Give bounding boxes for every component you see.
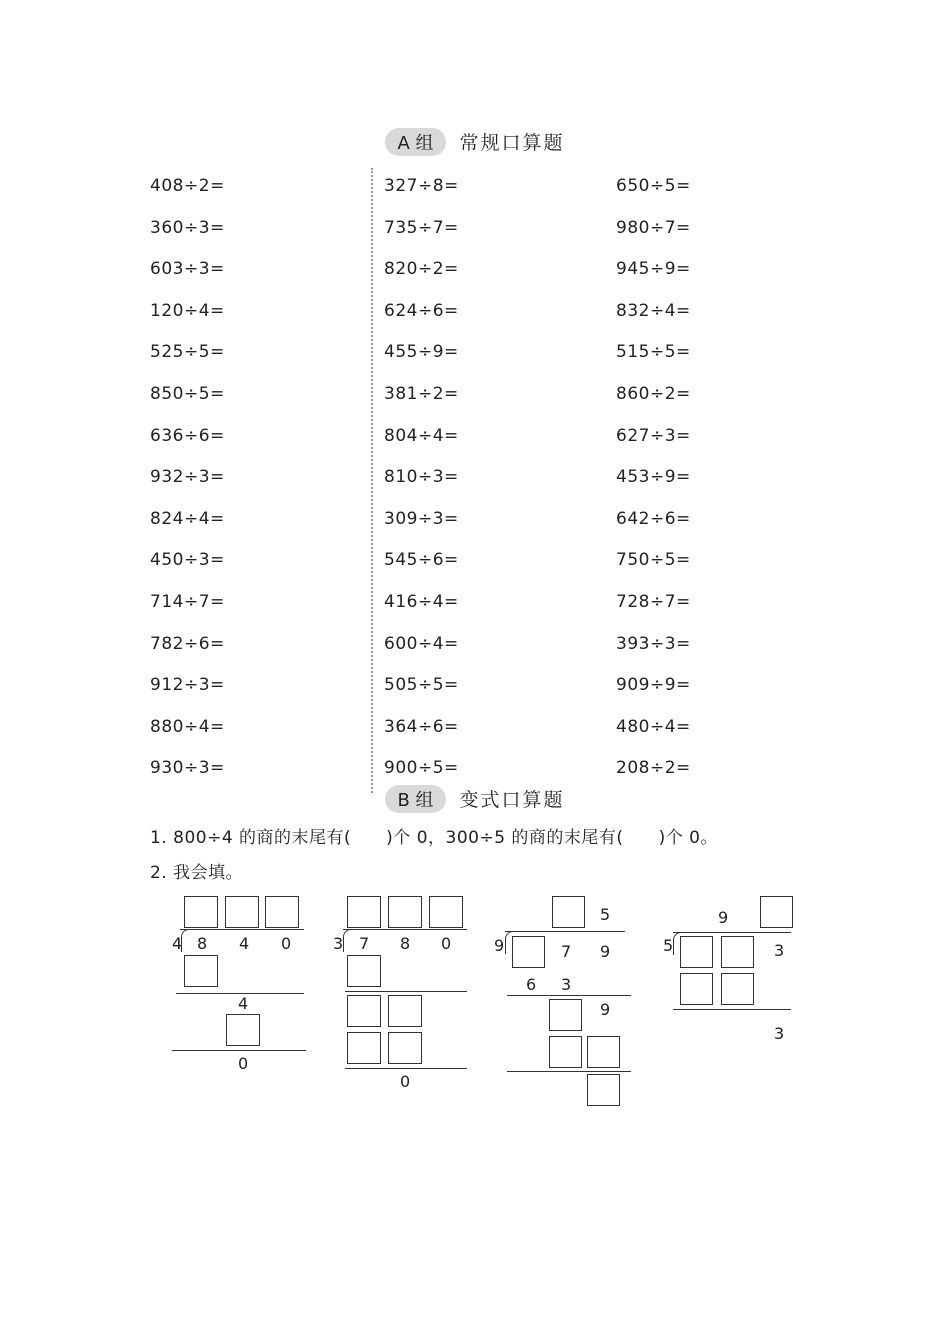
dividend-digit: 9 [600, 942, 611, 961]
problem-item: 810÷3= [384, 467, 459, 488]
dividend-digit: 3 [774, 941, 785, 960]
remainder-digit: 9 [600, 1000, 611, 1019]
answer-box[interactable] [587, 1074, 620, 1106]
problem-item: 750÷5= [616, 550, 691, 571]
problem-item: 455÷9= [384, 342, 459, 363]
answer-box[interactable] [265, 896, 299, 928]
division-bar [343, 929, 467, 930]
problem-item: 909÷9= [616, 675, 691, 696]
subtraction-line [345, 991, 467, 992]
problem-item: 327÷8= [384, 176, 459, 196]
problem-item: 860÷2= [616, 384, 691, 404]
answer-box[interactable] [552, 896, 585, 928]
dividend-digit: 7 [561, 942, 572, 961]
problem-item: 624÷6= [384, 300, 459, 321]
answer-box[interactable] [721, 973, 754, 1005]
column-divider [371, 168, 373, 793]
quotient-digit: 9 [718, 908, 729, 927]
problem-item: 880÷4= [150, 716, 225, 737]
division-bar [180, 929, 304, 930]
divisor: 4 [172, 934, 183, 953]
problem-item: 714÷7= [150, 592, 225, 612]
problem-item: 360÷3= [150, 217, 225, 238]
problem-item: 545÷6= [384, 550, 459, 571]
answer-box[interactable] [347, 1032, 381, 1064]
problem-item: 932÷3= [150, 467, 225, 488]
answer-box[interactable] [184, 896, 218, 928]
problem-item: 505÷5= [384, 675, 459, 696]
subtraction-line [507, 995, 631, 996]
dividend-digit: 4 [239, 934, 250, 953]
problem-item: 980÷7= [616, 217, 691, 238]
problem-item: 930÷3= [150, 758, 225, 779]
problem-item: 804÷4= [384, 425, 459, 446]
answer-box[interactable] [680, 936, 713, 968]
section-a-badge: A 组 [385, 128, 445, 156]
problem-item: 515÷5= [616, 342, 691, 363]
problem-item: 600÷4= [384, 633, 459, 654]
problem-item: 728÷7= [616, 592, 691, 612]
problem-item: 120÷4= [150, 300, 225, 321]
dividend-digit: 0 [441, 934, 452, 953]
problem-item: 850÷5= [150, 384, 225, 404]
problem-item: 408÷2= [150, 176, 225, 196]
subtrahend-digit: 3 [561, 975, 572, 994]
dividend-digit: 8 [197, 934, 208, 953]
remainder-digit: 3 [774, 1024, 785, 1043]
problem-item: 820÷2= [384, 259, 459, 280]
problem-item: 603÷3= [150, 259, 225, 280]
remainder-digit: 0 [400, 1072, 411, 1091]
dividend-digit: 8 [400, 934, 411, 953]
division-bracket [181, 929, 190, 952]
subtraction-line [507, 1071, 631, 1072]
problem-item: 735÷7= [384, 217, 459, 238]
problem-item: 416÷4= [384, 592, 459, 612]
problem-item: 309÷3= [384, 508, 459, 529]
answer-box[interactable] [226, 1014, 260, 1046]
division-bracket [343, 929, 352, 952]
answer-box[interactable] [587, 1036, 620, 1068]
problem-item: 453÷9= [616, 467, 691, 488]
answer-box[interactable] [512, 936, 545, 968]
problem-item: 636÷6= [150, 425, 225, 446]
problem-item: 381÷2= [384, 384, 459, 404]
problem-item: 364÷6= [384, 716, 459, 737]
problem-item: 824÷4= [150, 508, 225, 529]
problem-item: 642÷6= [616, 508, 691, 529]
answer-box[interactable] [549, 1036, 582, 1068]
answer-box[interactable] [184, 955, 218, 987]
section-b-header [0, 785, 950, 813]
remainder-digit: 0 [238, 1054, 249, 1073]
section-b-badge: B 组 [385, 785, 445, 813]
answer-box[interactable] [549, 999, 582, 1031]
section-a-title: 常规口算题 [459, 132, 565, 154]
divisor: 3 [333, 934, 344, 953]
dividend-digit: 0 [281, 934, 292, 953]
answer-box[interactable] [760, 896, 793, 928]
answer-box[interactable] [347, 955, 381, 987]
answer-box[interactable] [347, 995, 381, 1027]
problem-item: 782÷6= [150, 633, 225, 654]
subtraction-line [172, 1050, 306, 1051]
problem-item: 208÷2= [616, 758, 691, 779]
answer-box[interactable] [388, 896, 422, 928]
section-a-header [0, 128, 950, 156]
question-2: 2. 我会填。 [150, 863, 244, 883]
problem-item: 393÷3= [616, 633, 691, 654]
problem-item: 480÷4= [616, 716, 691, 737]
divisor: 5 [663, 936, 674, 955]
problem-item: 450÷3= [150, 550, 225, 571]
problem-item: 650÷5= [616, 176, 691, 196]
answer-box[interactable] [721, 936, 754, 968]
division-bar [673, 932, 791, 933]
answer-box[interactable] [225, 896, 259, 928]
problem-item: 900÷5= [384, 758, 459, 779]
quotient-digit: 5 [600, 905, 611, 924]
answer-box[interactable] [388, 995, 422, 1027]
remainder-digit: 4 [238, 994, 249, 1013]
section-b-title: 变式口算题 [459, 789, 565, 811]
dividend-digit: 7 [359, 934, 370, 953]
question-1: 1. 800÷4 的商的末尾有( )个 0，300÷5 的商的末尾有( )个 0。 [150, 828, 718, 848]
answer-box[interactable] [680, 973, 713, 1005]
subtrahend-digit: 6 [526, 975, 537, 994]
problem-item: 525÷5= [150, 342, 225, 363]
divisor: 9 [494, 936, 505, 955]
problem-item: 832÷4= [616, 300, 691, 321]
problem-item: 627÷3= [616, 425, 691, 446]
problem-item: 945÷9= [616, 259, 691, 280]
answer-box[interactable] [347, 896, 381, 928]
subtraction-line [345, 1068, 467, 1069]
problem-item: 912÷3= [150, 675, 225, 696]
answer-box[interactable] [388, 1032, 422, 1064]
answer-box[interactable] [429, 896, 463, 928]
subtraction-line [673, 1009, 791, 1010]
division-bar [505, 931, 625, 932]
